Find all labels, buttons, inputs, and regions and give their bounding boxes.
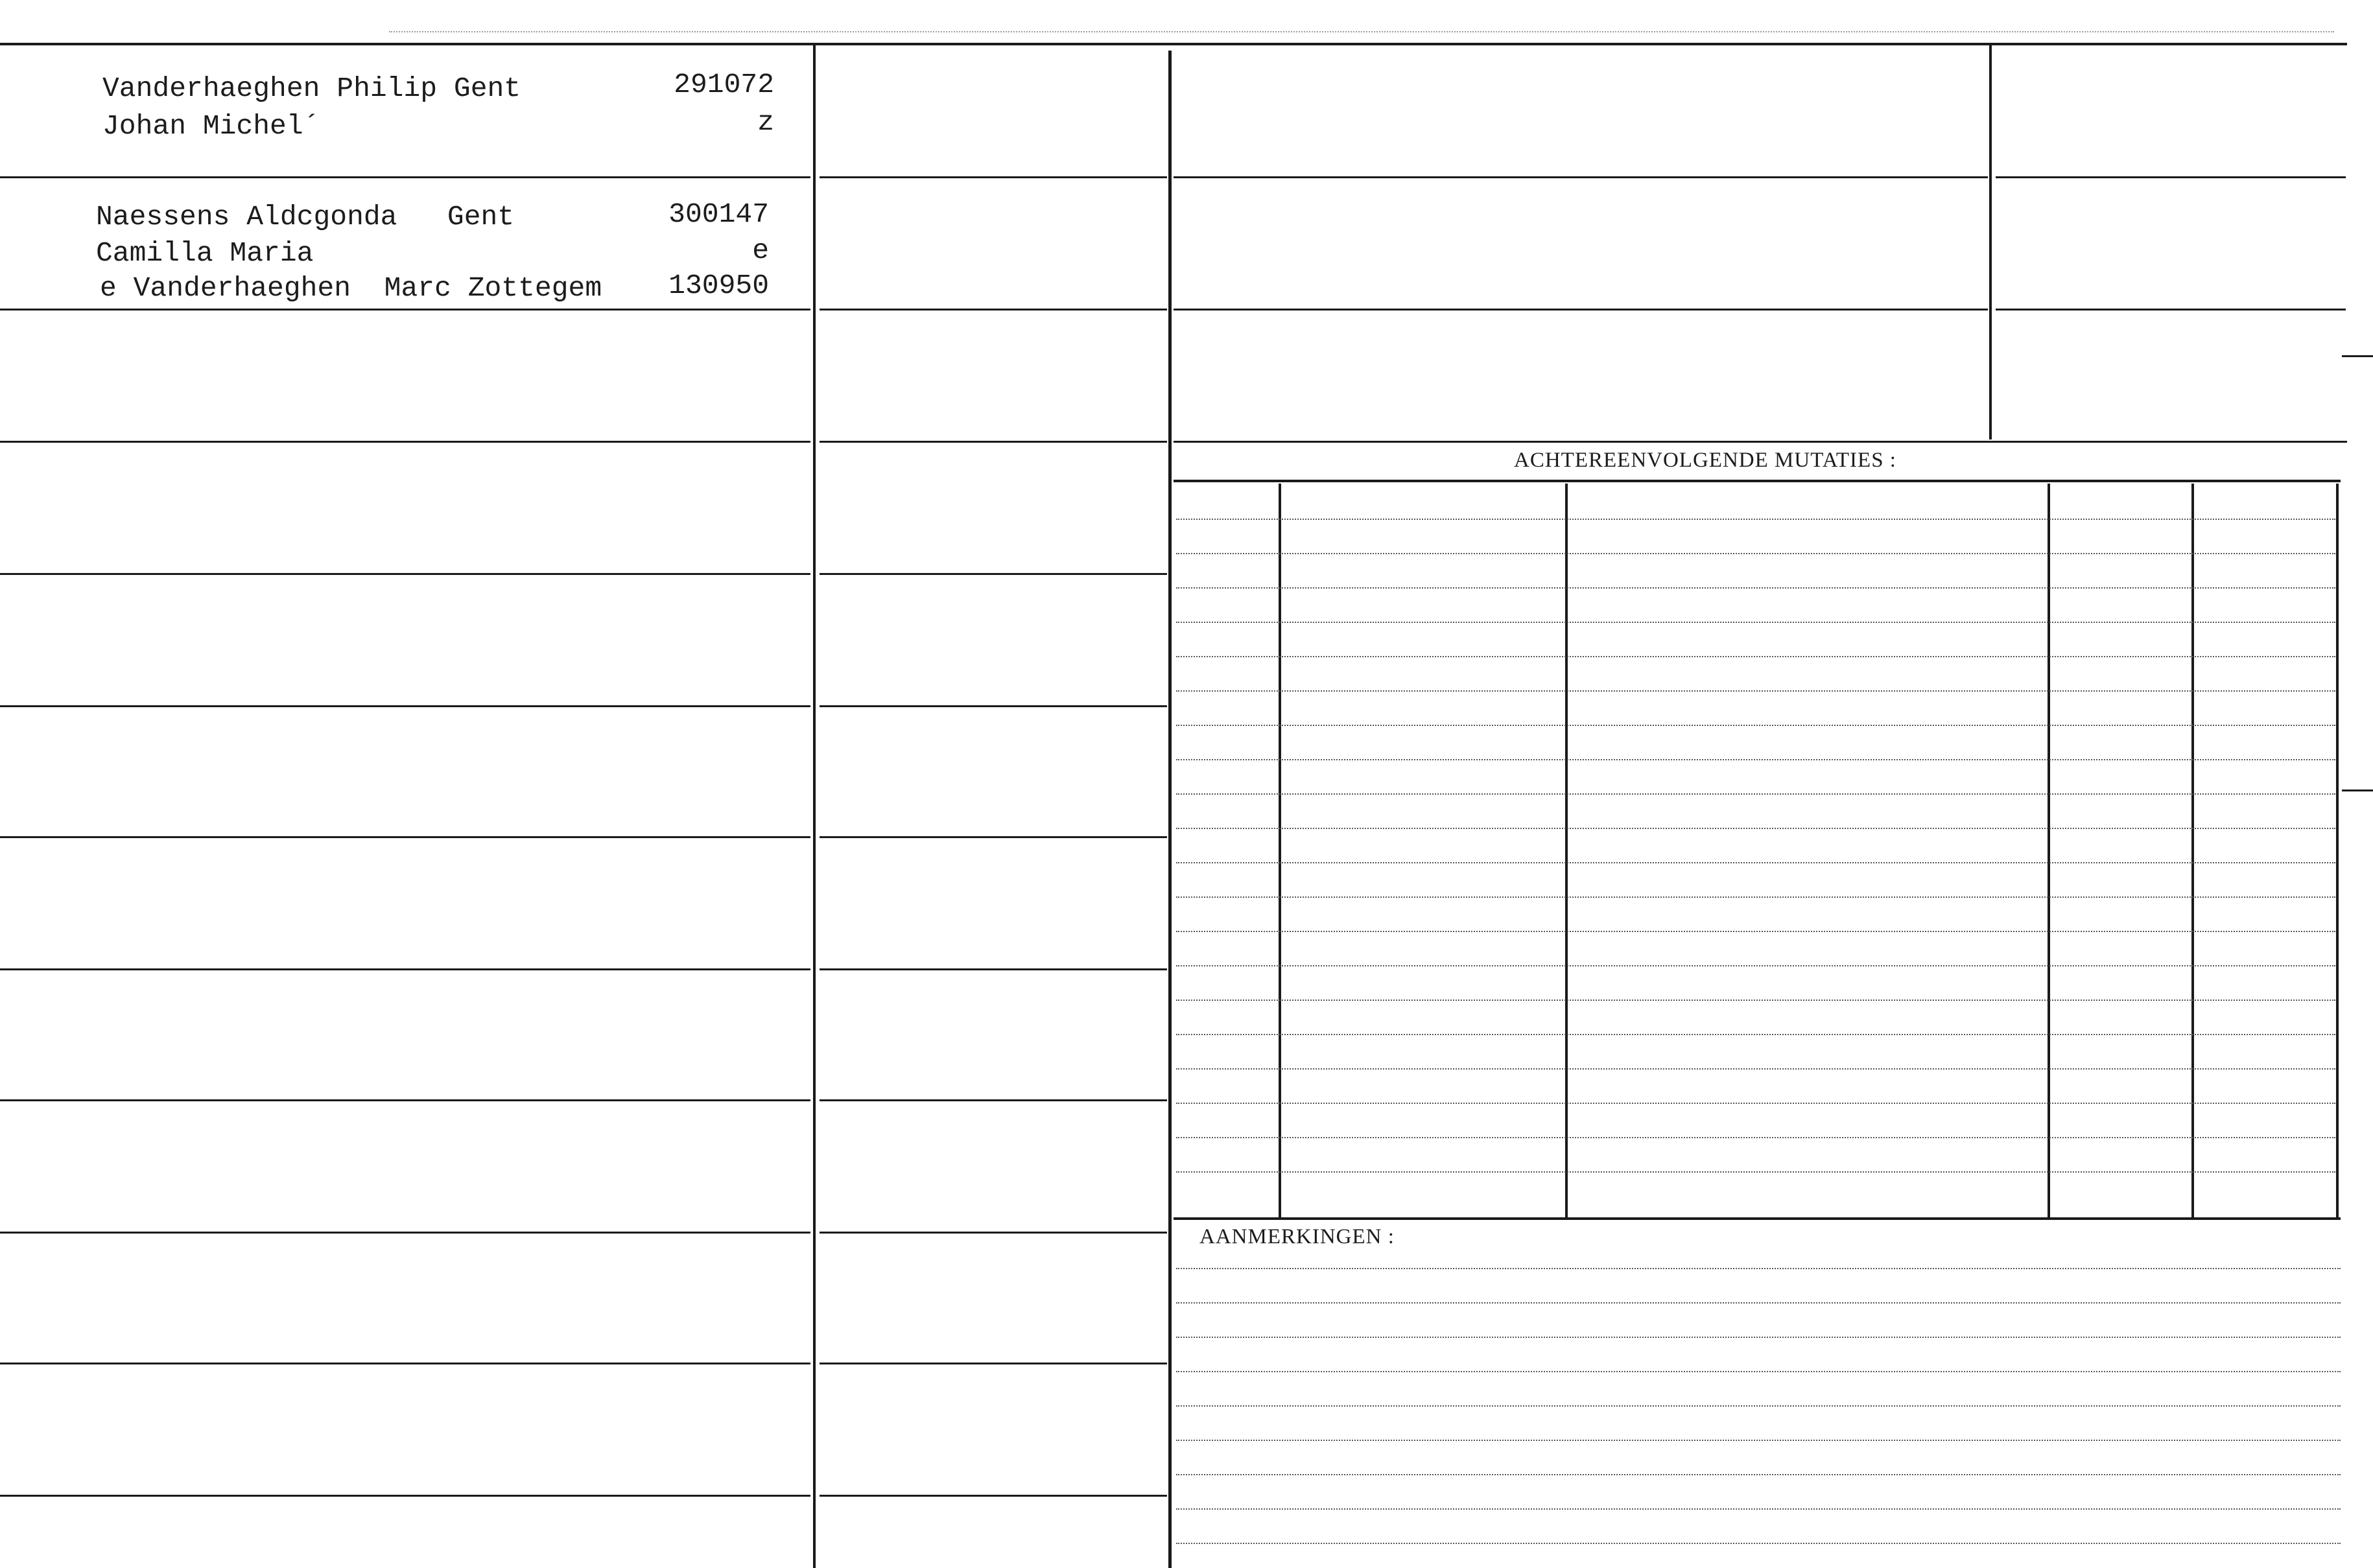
remarks-line: [1176, 1337, 2341, 1338]
ledger-row-rule: [0, 705, 810, 707]
ledger-row-rule: [0, 1495, 810, 1497]
mutations-column-rule: [1279, 484, 1281, 1217]
ledger-row-rule: [0, 836, 810, 838]
mutations-row-line: [1176, 622, 2335, 623]
ledger-row-rule: [820, 836, 1167, 838]
remarks-line: [1176, 1474, 2341, 1475]
mutations-top-rule: [1174, 441, 2347, 443]
ledger-row-rule: [0, 1232, 810, 1234]
ledger-row-rule: [820, 705, 1167, 707]
entry-2-name-line-1: Naessens Aldcgonda Gent: [96, 201, 515, 233]
ledger-row-rule: [820, 1232, 1167, 1234]
mutations-row-line: [1176, 896, 2335, 898]
right-box-rule: [1174, 176, 1988, 178]
mutations-column-rule: [2048, 484, 2050, 1217]
remarks-line: [1176, 1508, 2341, 1510]
mutations-row-line: [1176, 965, 2335, 966]
right-box-rule: [1996, 176, 2346, 178]
ledger-row-rule: [820, 1099, 1167, 1101]
mutations-row-line: [1176, 1103, 2335, 1104]
mutations-row-line: [1176, 553, 2335, 554]
top-rule: [0, 43, 2347, 45]
mutations-column-rule: [1565, 484, 1568, 1217]
mutations-header-rule: [1174, 480, 2341, 482]
ledger-row-rule: [820, 968, 1167, 970]
mutations-row-line: [1176, 1068, 2335, 1070]
right-box-divider: [1989, 45, 1992, 439]
ledger-divider-1: [813, 45, 816, 1568]
mutations-column-rule: [2336, 484, 2339, 1217]
ledger-row-rule: [0, 1099, 810, 1101]
margin-tick: [2342, 355, 2373, 357]
remarks-line: [1176, 1405, 2341, 1407]
ledger-row-rule: [0, 1363, 810, 1364]
remarks-line: [1176, 1440, 2341, 1441]
ledger-divider-2: [1168, 51, 1172, 1568]
entry-1-code-line-1: 291072: [674, 69, 774, 100]
ledger-row-rule: [820, 1363, 1167, 1364]
right-box-rule: [1174, 309, 1988, 310]
mutations-row-line: [1176, 725, 2335, 726]
ledger-row-rule: [0, 309, 810, 310]
ledger-row-rule: [820, 1495, 1167, 1497]
entry-2-code-line-2: e: [752, 235, 769, 266]
remarks-line: [1176, 1371, 2341, 1372]
entry-2-name-line-2: Camilla Maria: [96, 237, 314, 269]
mutations-column-rule: [2191, 484, 2194, 1217]
entry-1-name-line-1: Vanderhaeghen Philip Gent: [102, 73, 521, 104]
mutations-row-line: [1176, 656, 2335, 657]
mutations-row-line: [1176, 862, 2335, 863]
margin-tick: [2342, 790, 2373, 791]
mutations-row-line: [1176, 519, 2335, 520]
entry-2-name-line-3: e Vanderhaeghen Marc Zottegem: [100, 272, 602, 304]
mutations-row-line: [1176, 1000, 2335, 1001]
mutations-row-line: [1176, 690, 2335, 692]
mutations-row-line: [1176, 587, 2335, 589]
mutations-bottom-rule: [1174, 1217, 2341, 1220]
remarks-title: AANMERKINGEN :: [1199, 1225, 1395, 1248]
ledger-row-rule: [820, 573, 1167, 575]
mutations-title: ACHTEREENVOLGENDE MUTATIES :: [1514, 449, 1896, 472]
mutations-row-line: [1176, 931, 2335, 932]
ledger-row-rule: [820, 176, 1167, 178]
entry-1-code-line-2: z: [757, 106, 774, 138]
entry-2-code-line-1: 300147: [668, 198, 769, 230]
mutations-row-line: [1176, 759, 2335, 760]
ledger-row-rule: [0, 573, 810, 575]
ledger-row-rule: [820, 441, 1167, 443]
mutations-row-line: [1176, 1137, 2335, 1138]
mutations-row-line: [1176, 1034, 2335, 1035]
ledger-row-rule: [820, 309, 1167, 310]
remarks-line: [1176, 1268, 2341, 1269]
scan-edge: [389, 31, 2334, 32]
entry-1-name-line-2: Johan Michel´: [102, 110, 320, 142]
ledger-row-rule: [0, 441, 810, 443]
ledger-row-rule: [0, 968, 810, 970]
ledger-row-rule: [0, 176, 810, 178]
remarks-line: [1176, 1543, 2341, 1544]
mutations-row-line: [1176, 828, 2335, 829]
mutations-row-line: [1176, 793, 2335, 795]
mutations-row-line: [1176, 1171, 2335, 1173]
remarks-line: [1176, 1302, 2341, 1304]
right-box-rule: [1996, 309, 2346, 310]
entry-2-code-line-3: 130950: [668, 270, 769, 301]
